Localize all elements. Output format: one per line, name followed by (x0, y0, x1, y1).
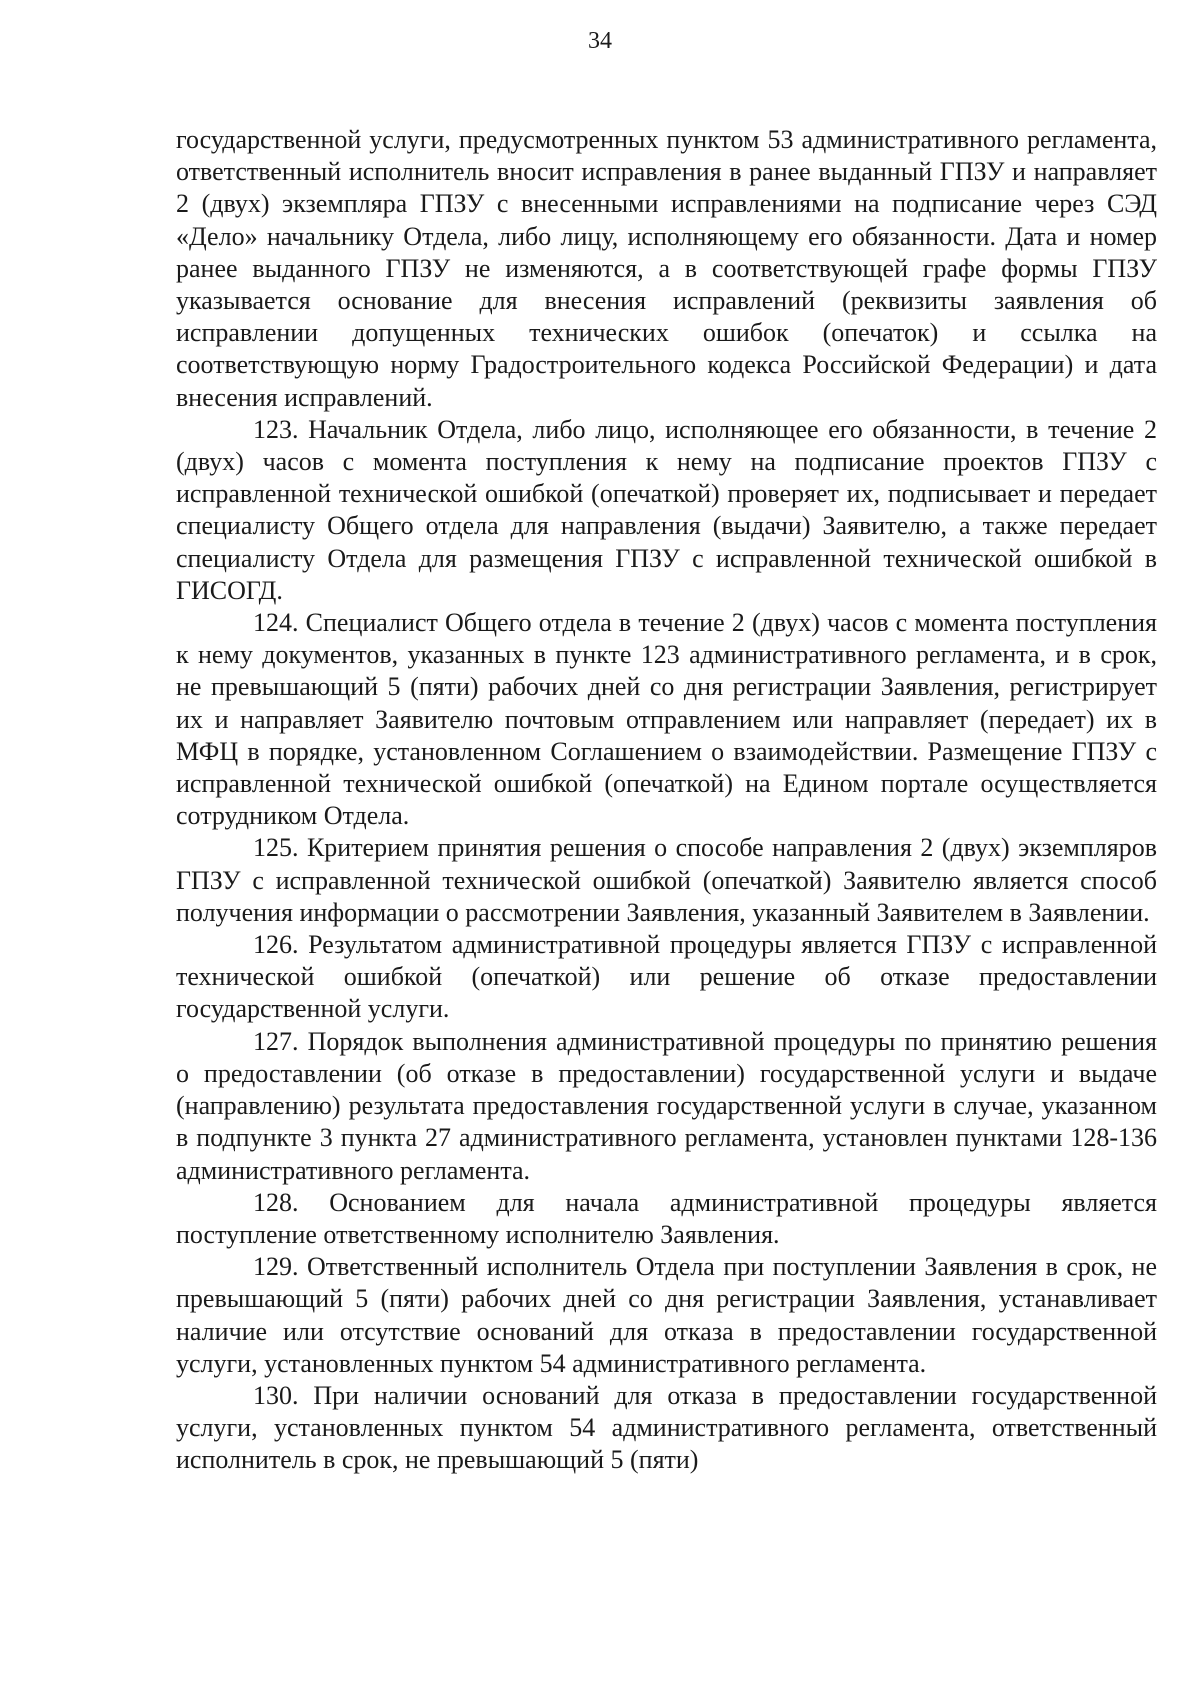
paragraph-126: 126. Результатом административной процедуры является ГПЗУ с исправленной технической ошибкой (опечаткой) или решение об отказе предоставлении государственной услуги. (176, 930, 1157, 1024)
document-body (176, 124, 1157, 1477)
paragraph-130: 130. При наличии оснований для отказа в предоставлении государственной услуги, установленных пунктом 54 административного регламента, ответственный исполнитель в срок, не превышающий 5 (пяти) (176, 1380, 1157, 1475)
paragraph-125: 125. Критерием принятия решения о способе направления 2 (двух) экземпляров ГПЗУ с исправленной технической ошибкой (опечаткой) Заявителю является способ получения информации о рассмотрении Заявления, указанный Заявителем в Заявлении. (176, 833, 1157, 927)
paragraph-128: 128. Основанием для начала административной процедуры является поступление ответственному исполнителю Заявления. (176, 1187, 1157, 1249)
page-number: 34 (588, 28, 612, 54)
paragraph-123: 123. Начальник Отдела, либо лицо, исполняющее его обязанности, в течение 2 (двух) часов с момента поступления к нему на подписание проектов ГПЗУ с исправленной технической ошибкой (опечаткой) проверяет их, подписывает и передает специалисту Общего отдела для направления (выдачи) Заявителю, а также передает специалисту Отдела для размещения ГПЗУ с исправленной технической ошибкой в ГИСОГД. (176, 414, 1157, 605)
paragraph-124: 124. Специалист Общего отдела в течение 2 (двух) часов с момента поступления к нему документов, указанных в пункте 123 административного регламента, и в срок, не превышающий 5 (пяти) рабочих дней со дня регистрации Заявления, регистрирует их и направляет Заявителю почтовым отправлением или направляет (передает) их в МФЦ в порядке, установленном Соглашением о взаимодействии. Размещение ГПЗУ с исправленной технической ошибкой (опечаткой) на Едином портале осуществляется сотрудником Отдела. (176, 608, 1157, 831)
paragraph-129: 129. Ответственный исполнитель Отдела при поступлении Заявления в срок, не превышающий 5 (пяти) рабочих дней со дня регистрации Заявления, устанавливает наличие или отсутствие оснований для отказа в предоставлении государственной услуги, установленных пунктом 54 административного регламента. (176, 1252, 1157, 1378)
paragraph-127: 127. Порядок выполнения административной процедуры по принятию решения о предоставлении (об отказе в предоставлении) государственной услуги и выдаче (направлению) результата предоставления государственной услуги в случае, указанном в подпункте 3 пункта 27 административного регламента, установлен пунктами 128-136 административного регламента. (176, 1026, 1157, 1185)
paragraph-continuation: государственной услуги, предусмотренных пунктом 53 административного регламента, ответственный исполнитель вносит исправления в ранее выданный ГПЗУ и направляет 2 (двух) экземпляра ГПЗУ с внесенными исправлениями на подписание через СЭД «Дело» начальнику Отдела, либо лицу, исполняющему его обязанности. Дата и номер ранее выданного ГПЗУ не изменяются, а в соответствующей графе формы ГПЗУ указывается основание для внесения исправлений (реквизиты заявления об исправлении допущенных технических ошибок (опечаток) и ссылка на соответствующую норму Градостроительного кодекса Российской Федерации) и дата внесения исправлений. (176, 125, 1157, 412)
